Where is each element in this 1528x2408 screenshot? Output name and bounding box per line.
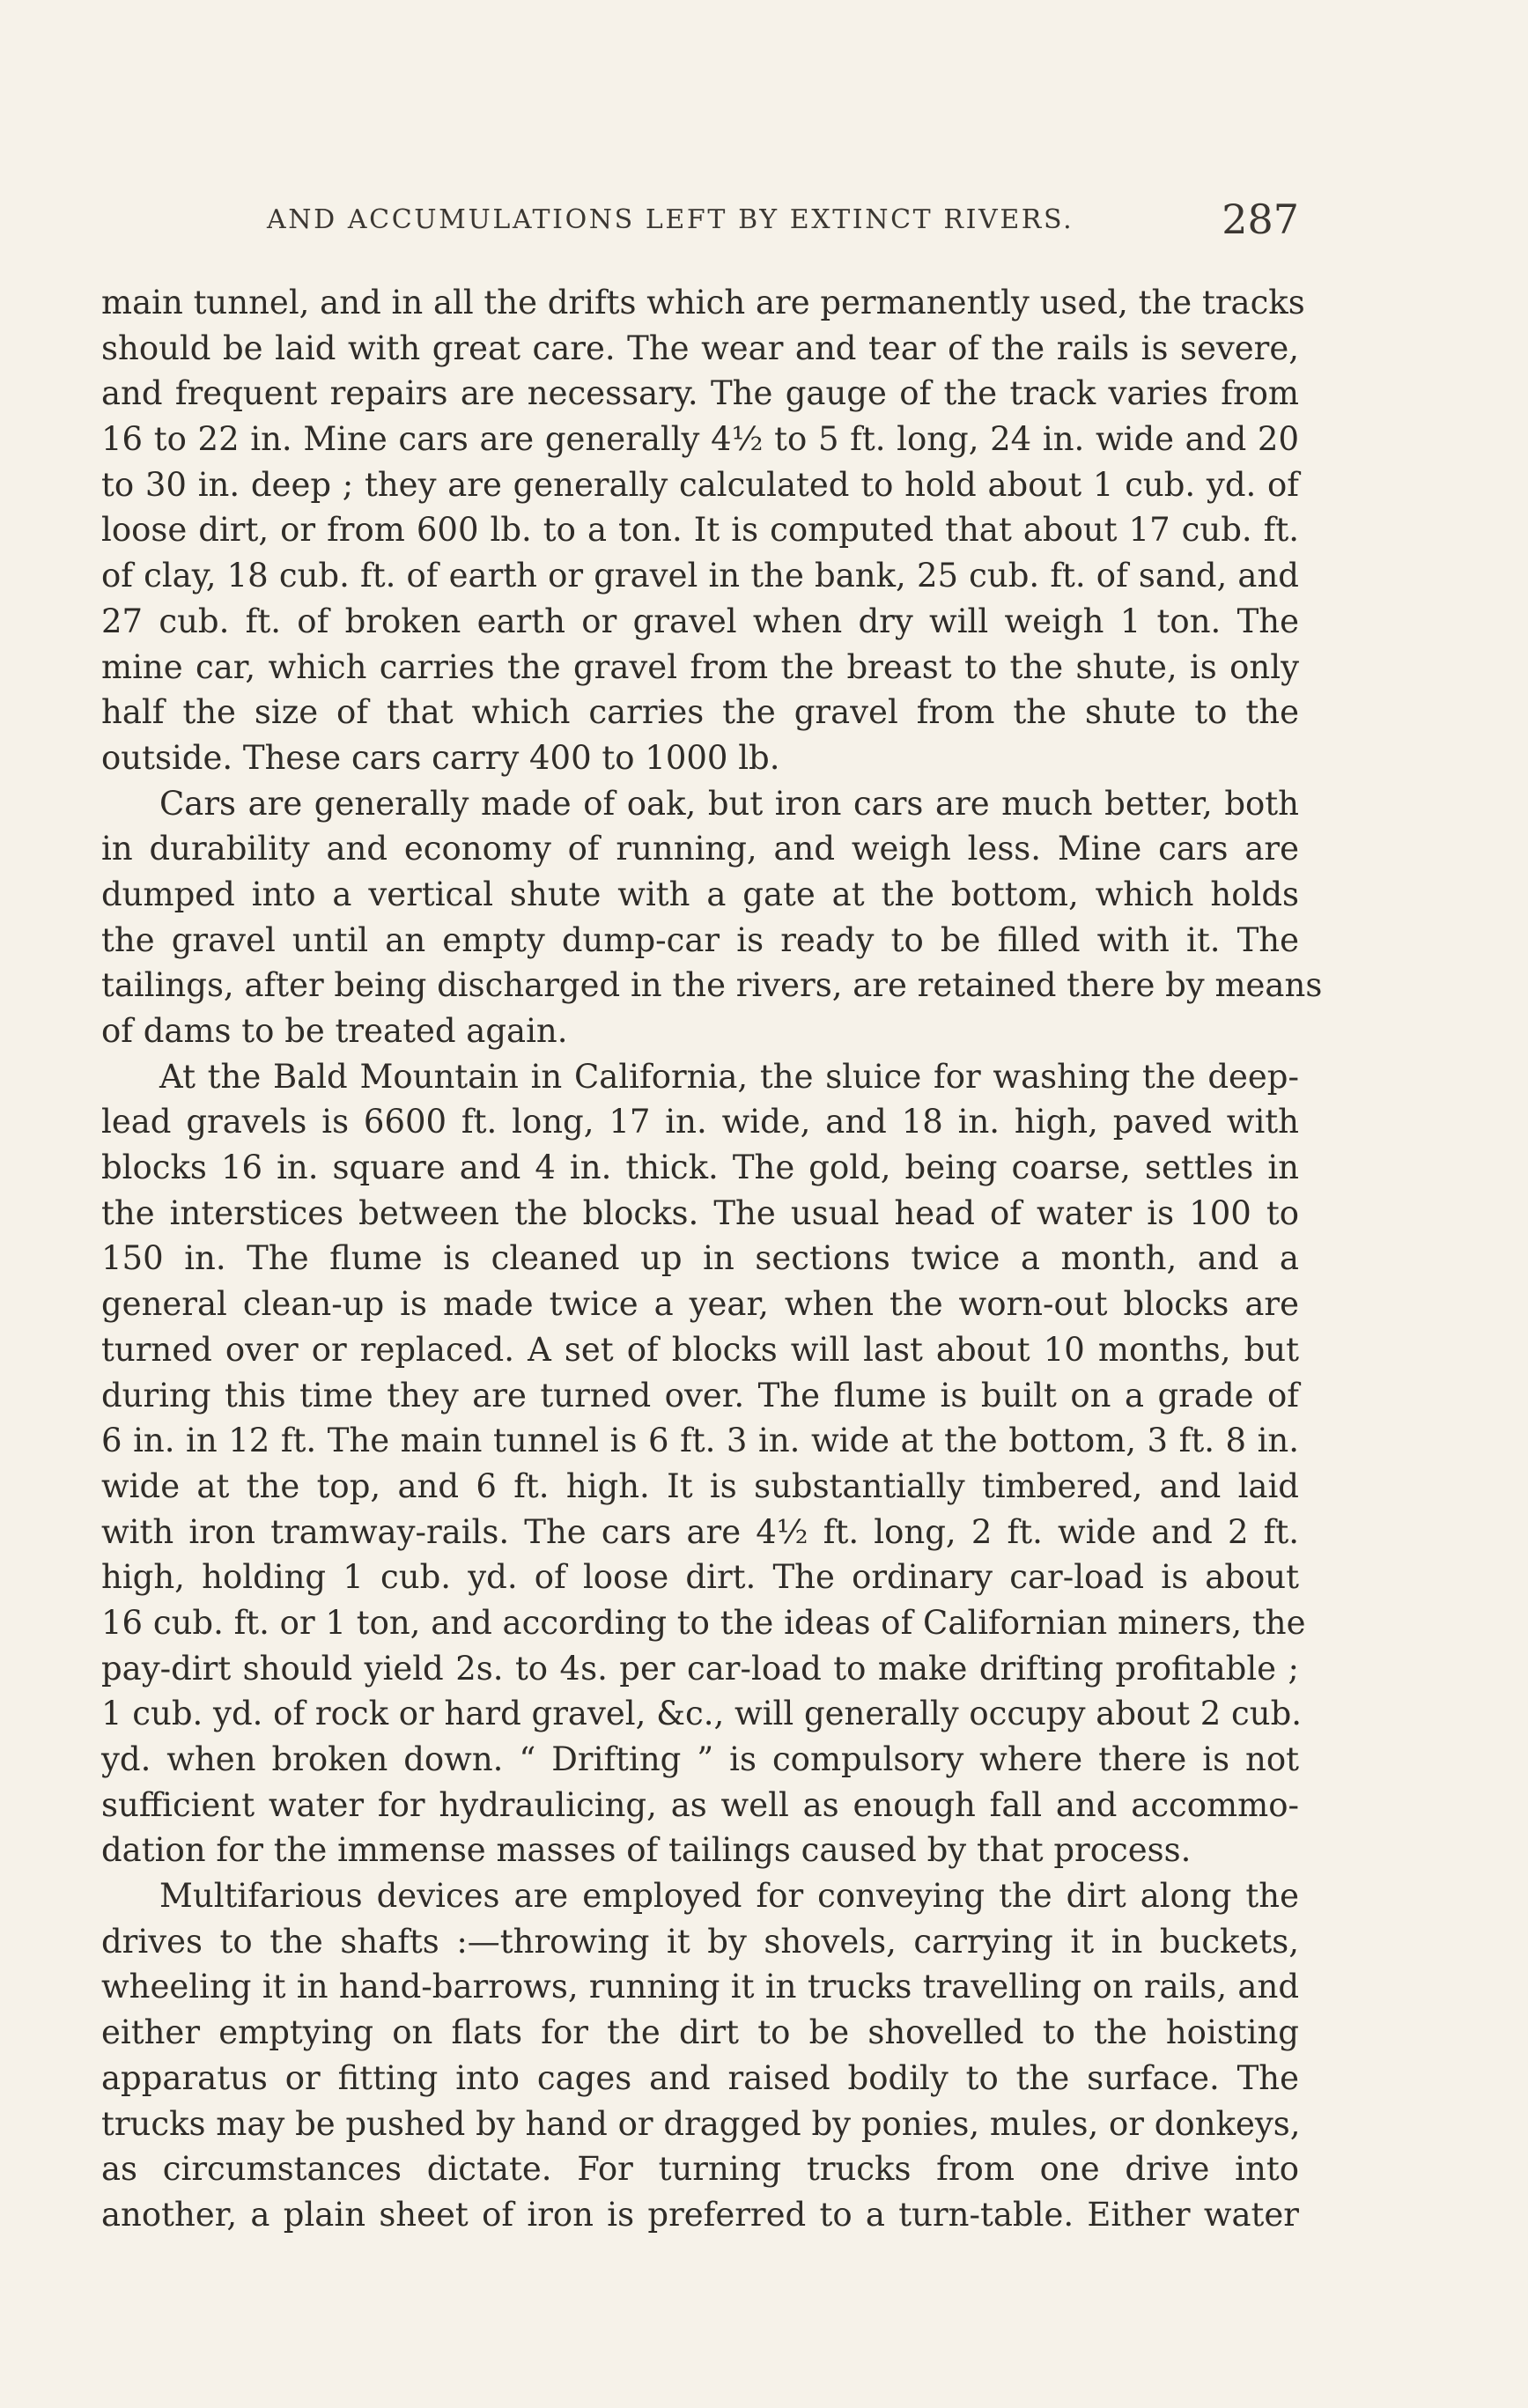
text-line: of dams to be treated again. — [101, 1012, 568, 1050]
text-line: lead gravels is 6600 ft. long, 17 in. wide, and 18 in. high, paved with — [101, 1103, 1299, 1141]
text-line: should be laid with great care. The wear and tear of the rails is severe, — [101, 329, 1299, 367]
text-line: dation for the immense masses of tailings caused by that process. — [101, 1831, 1192, 1870]
text-line: tailings, after being discharged in the rivers, are retained there by means — [101, 966, 1323, 1005]
text-line: sufficient water for hydraulicing, as well as enough fall and accommo- — [101, 1785, 1299, 1824]
text-line: yd. when broken down. “ Drifting ” is compulsory where there is not — [101, 1740, 1299, 1778]
text-line: in durability and economy of running, and weigh less. Mine cars are — [101, 830, 1299, 868]
text-line: drives to the shafts :—throwing it by shovels, carrying it in buckets, — [101, 1922, 1299, 1961]
text-line: during this time they are turned over. The flume is built on a grade of — [101, 1376, 1299, 1415]
text-line: the interstices between the blocks. The usual head of water is 100 to — [101, 1193, 1299, 1232]
text-line: another, a plain sheet of iron is preferred to a turn-table. Either water — [101, 2195, 1299, 2234]
running-title: AND ACCUMULATIONS LEFT BY EXTINCT RIVERS. — [267, 204, 1074, 235]
text-line: turned over or replaced. A set of blocks will last about 10 months, but — [101, 1330, 1299, 1369]
text-line: blocks 16 in. square and 4 in. thick. The gold, being coarse, settles in — [101, 1149, 1299, 1187]
page-number: 287 — [1222, 196, 1299, 243]
text-line: to 30 in. deep ; they are generally calculated to hold about 1 cub. yd. of — [101, 465, 1299, 504]
running-head — [101, 196, 1299, 248]
text-line: trucks may be pushed by hand or dragged by ponies, mules, or donkeys, — [101, 2104, 1301, 2143]
text-line: apparatus or fitting into cages and raised bodily to the surface. The — [101, 2058, 1299, 2097]
text-line: either emptying on flats for the dirt to be shovelled to the hoisting — [101, 2013, 1299, 2052]
text-line: dumped into a vertical shute with a gate at the bottom, which holds — [101, 875, 1299, 913]
text-line: wide at the top, and 6 ft. high. It is substantially timbered, and laid — [101, 1466, 1299, 1505]
text-line: half the size of that which carries the gravel from the shute to the — [101, 693, 1299, 732]
text-line: wheeling it in hand-barrows, running it in trucks travelling on rails, and — [101, 1968, 1299, 2006]
paragraph-start-line: Cars are generally made of oak, but iron cars are much better, both — [159, 784, 1299, 823]
text-line: general clean-up is made twice a year, when the worn-out blocks are — [101, 1285, 1299, 1324]
text-line: 6 in. in 12 ft. The main tunnel is 6 ft. 3 in. wide at the bottom, 3 ft. 8 in. — [101, 1422, 1299, 1460]
text-line: with iron tramway-rails. The cars are 4½ ft. long, 2 ft. wide and 2 ft. — [101, 1512, 1299, 1551]
text-line: 16 to 22 in. Mine cars are generally 4½ to 5 ft. long, 24 in. wide and 20 — [101, 420, 1299, 459]
text-line: loose dirt, or from 600 lb. to a ton. It is computed that about 17 cub. ft. — [101, 511, 1299, 550]
text-line: of clay, 18 cub. ft. of earth or gravel in the bank, 25 cub. ft. of sand, and — [101, 557, 1299, 595]
text-line: high, holding 1 cub. yd. of loose dirt. The ordinary car-load is about — [101, 1558, 1299, 1597]
paragraph-start-line: At the Bald Mountain in California, the sluice for washing the deep- — [159, 1057, 1299, 1096]
text-line: mine car, which carries the gravel from the breast to the shute, is only — [101, 647, 1299, 686]
body-text — [101, 280, 1323, 2238]
text-line: 150 in. The flume is cleaned up in sections twice a month, and a — [101, 1239, 1299, 1278]
text-line: and frequent repairs are necessary. The gauge of the track varies from — [101, 374, 1299, 413]
paragraph-start-line: Multifarious devices are employed for conveying the dirt along the — [159, 1877, 1299, 1916]
text-line: main tunnel, and in all the drifts which are permanently used, the tracks — [101, 284, 1305, 321]
text-line: 1 cub. yd. of rock or hard gravel, &c., will generally occupy about 2 cub. — [101, 1695, 1303, 1733]
text-line: 16 cub. ft. or 1 ton, and according to the ideas of Californian miners, the — [101, 1603, 1306, 1642]
text-line: outside. These cars carry 400 to 1000 lb. — [101, 738, 780, 777]
text-line: the gravel until an empty dump-car is ready to be filled with it. The — [101, 920, 1299, 959]
text-line: 27 cub. ft. of broken earth or gravel when dry will weigh 1 ton. The — [101, 602, 1299, 640]
text-line: pay-dirt should yield 2s. to 4s. per car-load to make drifting profitable ; — [101, 1649, 1299, 1688]
text-line: as circumstances dictate. For turning trucks from one drive into — [101, 2150, 1299, 2189]
